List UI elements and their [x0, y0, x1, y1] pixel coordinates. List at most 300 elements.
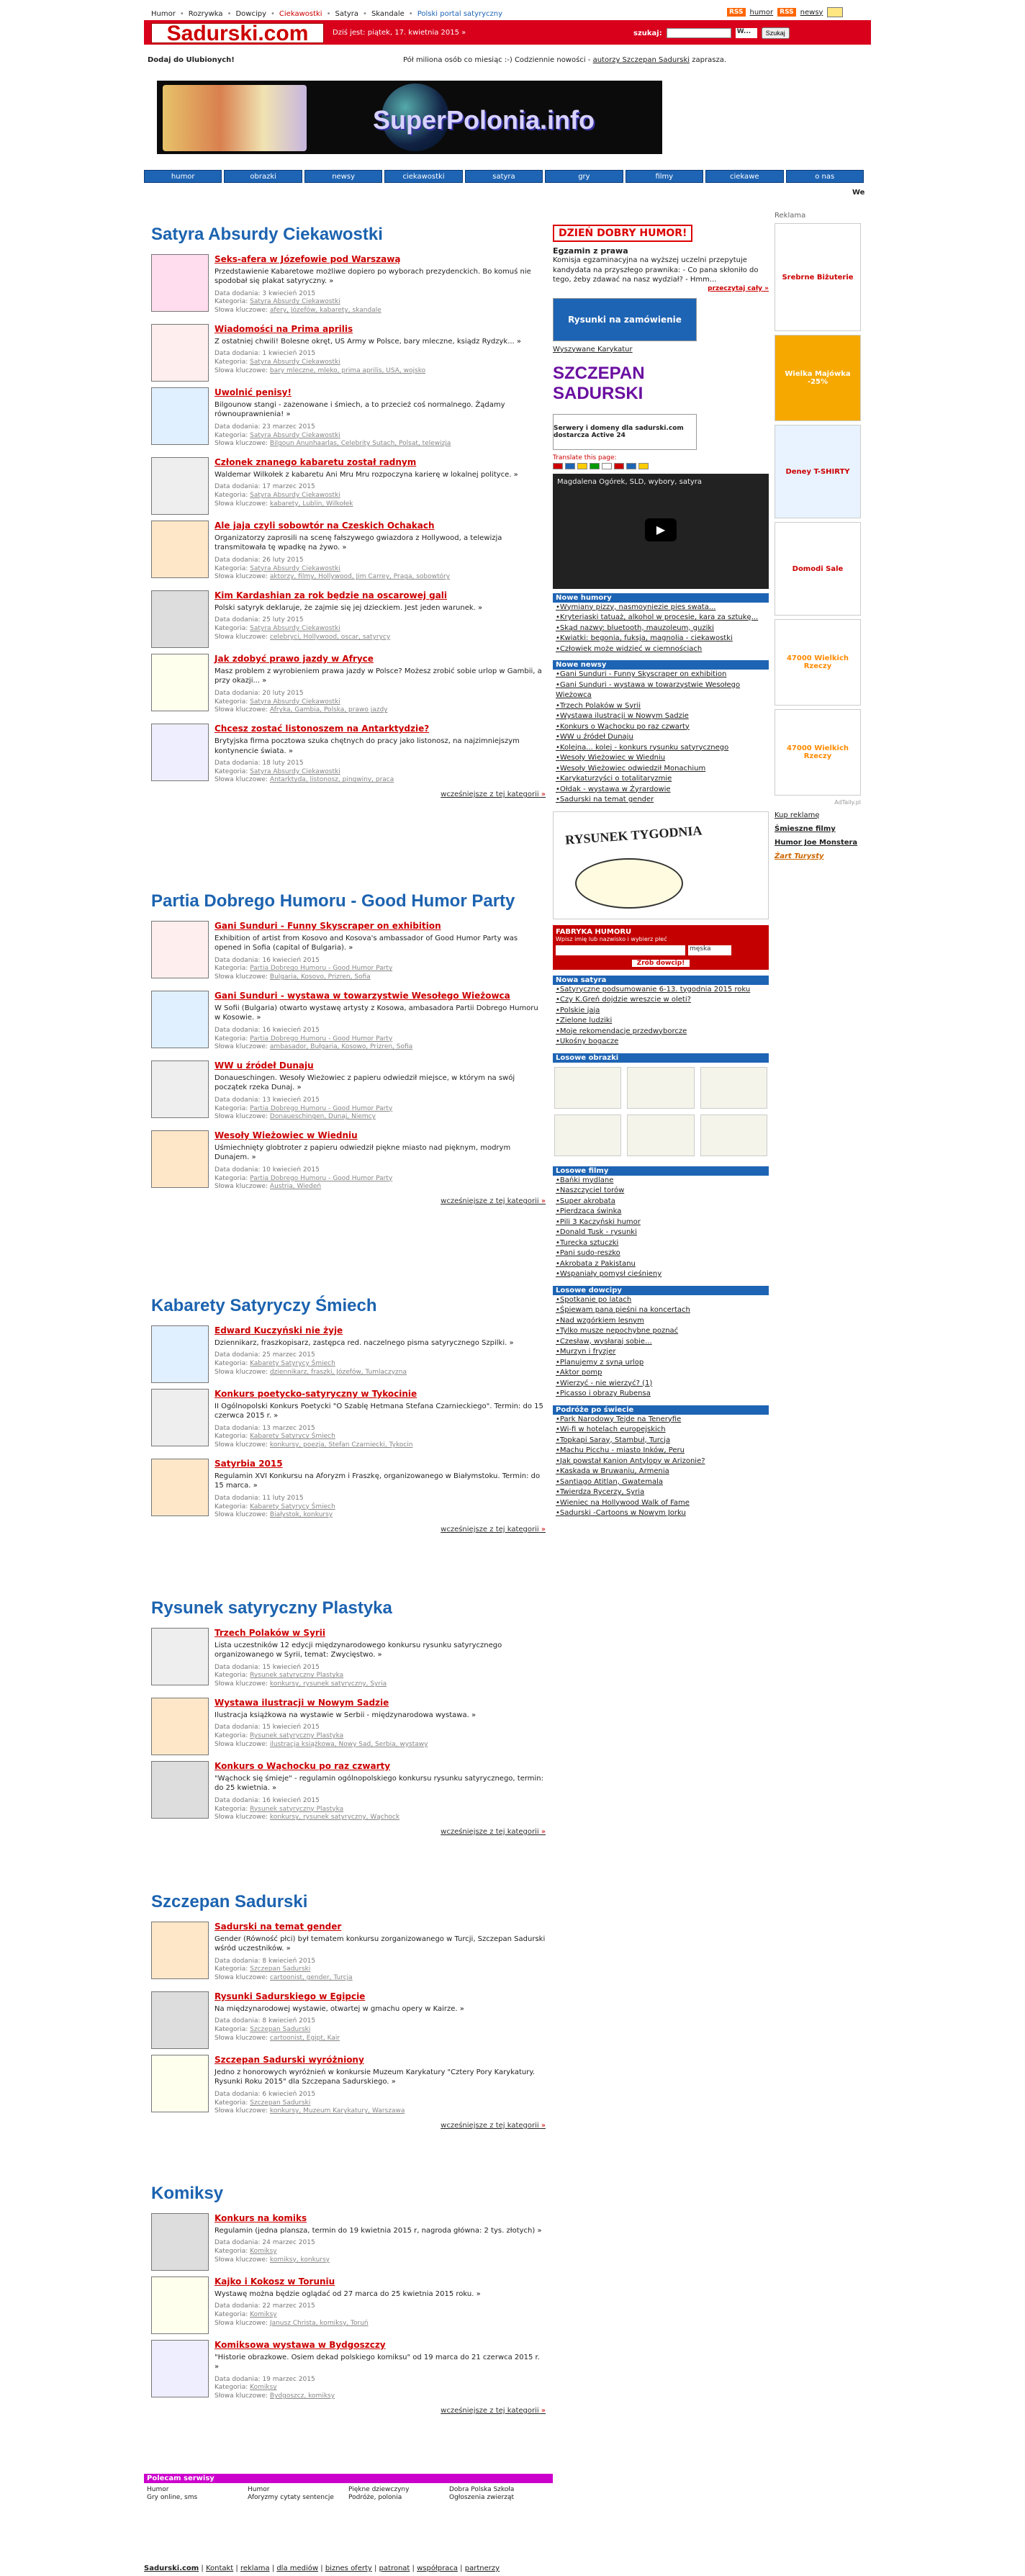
category-link[interactable]: Partia Dobrego Humoru - Good Humor Party	[250, 1104, 393, 1112]
add-favorite-link[interactable]: Dodaj do Ulubionych!	[148, 56, 235, 64]
article-title[interactable]: Konkurs poetycko-satyryczny w Tykocinie	[215, 1388, 417, 1399]
article-title[interactable]: Szczepan Sadurski wyróżniony	[215, 2054, 364, 2065]
tags-links[interactable]: afery, Józefów, kabarety, skandale	[269, 307, 381, 315]
section-title[interactable]: Komiksy	[151, 2184, 224, 2203]
menu-item-obrazki[interactable]: obrazki	[224, 170, 302, 183]
article-title[interactable]: Wiadomości na Prima aprilis	[215, 323, 353, 334]
more-in-category-link[interactable]	[151, 1828, 546, 1836]
list-link[interactable]: • Topkapi Saray, Stambuł, Turcja	[556, 1436, 769, 1446]
list-link[interactable]: • Kwiatki: begonia, fuksja, magnolia - ciekawostki	[556, 634, 769, 644]
article-title[interactable]: Komiksowa wystawa w Bydgoszczy	[215, 2339, 386, 2350]
site-logo[interactable]: Sadurski.com	[151, 23, 324, 43]
article-date: Data dodania: 8 kwiecień 2015	[215, 1957, 316, 1965]
category-label: Kategoria:	[215, 431, 248, 439]
more-in-category-link[interactable]	[151, 1197, 546, 1205]
list-link[interactable]: • Twierdza Rycerzy, Syria	[556, 1487, 769, 1498]
rysunki-na-zamowienie-banner[interactable]	[553, 298, 697, 341]
tags-label: Słowa kluczowe:	[215, 1974, 268, 1982]
list-link[interactable]: • Kaskada w Bruwaniu, Armenia	[556, 1467, 769, 1477]
article-item	[151, 654, 546, 715]
more-in-category-link[interactable]	[151, 791, 546, 798]
article-item	[151, 1922, 546, 1983]
polecam-link[interactable]: Humor	[147, 2486, 169, 2493]
category-link[interactable]: Partia Dobrego Humoru - Good Humor Party	[250, 1174, 393, 1182]
list-link[interactable]: • Satyryczne podsumowanie 6-13. tygodnia 2015 roku	[556, 985, 769, 996]
article-thumbnail[interactable]	[151, 590, 209, 648]
flag-icon[interactable]	[626, 463, 636, 469]
joke-of-day	[553, 225, 769, 292]
random-image[interactable]	[700, 1067, 767, 1109]
list-link[interactable]: • Wesoły Wieżowiec odwiedził Monachium	[556, 764, 769, 775]
tags-links[interactable]: aktorzy, filmy, Hollywood, Jim Carrey, Praga, sobowtóry	[269, 573, 451, 581]
more-in-category-link[interactable]	[151, 2407, 546, 2415]
footer-link[interactable]: partnerzy	[464, 2564, 500, 2572]
list-link[interactable]: • Gani Sunduri - Funny Skyscraper on exhibition	[556, 670, 769, 680]
karykatury-link[interactable]: Wyszywane Karykatur	[553, 345, 633, 353]
article-tags-line	[215, 1113, 546, 1122]
dzien-dobry-humor-logo[interactable]: DZIEŃ DOBRY HUMOR!	[553, 225, 692, 242]
article-date: Data dodania: 16 kwiecień 2015	[215, 1026, 320, 1034]
article-title[interactable]: Jak zdobyć prawo jazdy w Afryce	[215, 653, 374, 664]
article-title[interactable]: Trzech Polaków w Syrii	[215, 1627, 326, 1638]
tags-label: Słowa kluczowe:	[215, 633, 268, 641]
flag-icon[interactable]	[614, 463, 624, 469]
article-title[interactable]: Wystawa ilustracji w Nowym Sadzie	[215, 1697, 389, 1708]
more-in-category-link[interactable]	[151, 1526, 546, 1534]
polecam-link[interactable]: Podróże, polonia	[348, 2494, 402, 2501]
tags-links[interactable]: Bydgoszcz, komiksy	[269, 2392, 335, 2400]
losowe-obrazki	[553, 1053, 769, 1161]
superpolonia-banner[interactable]	[157, 81, 662, 154]
list-link[interactable]: • Pierdzaca świnka	[556, 1207, 769, 1217]
list-link[interactable]: • Wierzyć - nie wierzyć? (1)	[556, 1379, 769, 1390]
article-item	[151, 254, 546, 315]
category-link[interactable]: Satyra Absurdy Ciekawostki	[250, 698, 340, 706]
article-title[interactable]: Konkurs o Wąchocku po raz czwarty	[215, 1760, 391, 1771]
category-link[interactable]: Komiksy	[250, 2310, 277, 2318]
list-link[interactable]: • Tylko musze nepochybne poznać	[556, 1326, 769, 1337]
online-tail: zaprasza.	[692, 56, 727, 64]
topnav-link-skandale[interactable]: Skandale	[371, 9, 405, 18]
article-thumbnail[interactable]	[151, 2276, 209, 2334]
article-item	[151, 457, 546, 512]
section-title[interactable]: Rysunek satyryczny Plastyka	[151, 1598, 392, 1618]
section-title[interactable]: Szczepan Sadurski	[151, 1892, 308, 1911]
polecam-serwisy	[144, 2474, 553, 2504]
video-player[interactable]	[553, 474, 769, 589]
category-link[interactable]: Satyra Absurdy Ciekawostki	[250, 625, 340, 633]
tags-links[interactable]: konkursy, rysunek satyryczny, Syria	[269, 1680, 387, 1688]
random-image[interactable]	[627, 1067, 694, 1109]
article-thumbnail[interactable]	[151, 654, 209, 711]
topnav-link-rozrywka[interactable]: Rozrywka	[188, 9, 223, 18]
flag-icon[interactable]	[577, 463, 587, 469]
article-thumbnail[interactable]	[151, 521, 209, 578]
tags-links[interactable]: cartoonist, Egipt, Kair	[269, 2034, 340, 2042]
article-title[interactable]: Gani Sunduri - Funny Skyscraper on exhibition	[215, 920, 441, 931]
ad-text: Deney T-SHIRTY	[785, 467, 850, 476]
list-link[interactable]: • Czy K.Greń dojdzie wreszcie w oleti?	[556, 995, 769, 1006]
menu-item-satyra[interactable]: satyra	[465, 170, 543, 183]
envelope-icon[interactable]	[827, 7, 843, 17]
article-thumbnail[interactable]	[151, 2055, 209, 2112]
tags-links[interactable]: dziennikarz, fraszki, Józefów, Tumlaczyzna	[269, 1368, 407, 1376]
article-item	[151, 1761, 546, 1822]
article-summary: Jedno z honorowych wyróżnień w konkursie Muzeum Karykatury "Cztery Pory Karykatury. Rysunki Roku 2015" dla Szczepana Sadurskiego. »	[215, 2068, 535, 2086]
flag-icon[interactable]	[590, 463, 600, 469]
list-link[interactable]: • Polskie jaja	[556, 1006, 769, 1017]
article-title[interactable]: Edward Kuczyński nie żyje	[215, 1325, 343, 1336]
article-category-line	[215, 1433, 546, 1441]
article-tags-line	[215, 367, 546, 376]
list-link[interactable]: • Ukośny bogacze	[556, 1037, 769, 1048]
article-title[interactable]: Kajko i Kokosz w Toruniu	[215, 2276, 335, 2287]
list-link[interactable]: • Moje rekomendacje przedwyborcze	[556, 1027, 769, 1037]
search-input[interactable]	[667, 28, 731, 38]
list-link[interactable]: • Naszczyciel torów	[556, 1186, 769, 1197]
article-title[interactable]: Uwolnić penisy!	[215, 387, 292, 397]
article-title[interactable]: Członek znanego kabaretu został radnym	[215, 456, 417, 467]
flag-icon[interactable]	[602, 463, 612, 469]
search-button[interactable]: Szukaj	[762, 27, 790, 39]
list-link[interactable]: • Wi-fi w hotelach europejskich	[556, 1425, 769, 1436]
article-date: Data dodania: 24 marzec 2015	[215, 2239, 315, 2247]
active24-text: Serwery i domeny dla sadurski.com dostarcza Active 24	[554, 424, 684, 439]
section-title[interactable]: Satyra Absurdy Ciekawostki	[151, 225, 383, 244]
random-image[interactable]	[700, 1114, 767, 1156]
category-link[interactable]: Rysunek satyryczny Plastyka	[250, 1672, 344, 1680]
section-title[interactable]: Partia Dobrego Humoru - Good Humor Party	[151, 891, 515, 911]
article-item	[151, 2276, 546, 2331]
article-title[interactable]: Ale jaja czyli sobowtór na Czeskich Ochakach	[215, 520, 435, 531]
ad-banner[interactable]	[775, 522, 861, 616]
article-date: Data dodania: 15 kwiecień 2015	[215, 1724, 320, 1731]
article-meta	[215, 2091, 546, 2116]
list-link[interactable]: • Zielone ludziki	[556, 1016, 769, 1027]
article-summary: Wystawę można będzie oglądać od 27 marca do 25 kwietnia 2015 roku. »	[215, 2289, 481, 2298]
list-link[interactable]: • Wspaniały pomysł cieśnieny	[556, 1269, 769, 1280]
tags-links[interactable]: Donaueschingen, Dunaj, Niemcy	[269, 1113, 376, 1121]
list-link[interactable]: • Wystawa ilustracji w Nowym Sadzie	[556, 711, 769, 722]
list-link[interactable]: • Akrobata z Pakistanu	[556, 1259, 769, 1270]
category-link[interactable]: Rysunek satyryczny Plastyka	[250, 1732, 344, 1740]
tags-links[interactable]: kabarety, Lublin, Wilkołek	[269, 500, 353, 508]
make-joke-button[interactable]: Zrób dowcip!	[632, 960, 690, 967]
list-link[interactable]: • Konkurs o Wąchocku po raz czwarty	[556, 722, 769, 733]
random-image[interactable]	[554, 1114, 621, 1156]
menu-item-newsy[interactable]: newsy	[304, 170, 382, 183]
menu-item-ciekawe[interactable]: ciekawe	[705, 170, 783, 183]
category-link[interactable]: Satyra Absurdy Ciekawostki	[250, 431, 340, 439]
more-arrow: »	[541, 1525, 546, 1534]
authors-link[interactable]: autorzy Szczepan Sadurski	[592, 56, 690, 64]
menu-item-o-nas[interactable]: o nas	[786, 170, 864, 183]
article-title[interactable]: Sadurski na temat gender	[215, 1921, 342, 1932]
szczepan-sadurski-logo[interactable]	[553, 358, 733, 410]
tags-links[interactable]: cartoonist, gender, Turcja	[269, 1974, 353, 1982]
menu-item-gry[interactable]: gry	[545, 170, 623, 183]
article-title[interactable]: Seks-afera w Józefowie pod Warszawą	[215, 253, 401, 264]
article-title[interactable]: Konkurs na komiks	[215, 2212, 307, 2223]
article-meta	[215, 616, 546, 641]
article-thumbnail[interactable]	[151, 324, 209, 382]
list-link[interactable]: • Trzech Polaków w Syrii	[556, 701, 769, 712]
article-date: Data dodania: 20 luty 2015	[215, 689, 304, 697]
section-title[interactable]: Kabarety Satyryczy Śmiech	[151, 1296, 377, 1315]
more-arrow: »	[541, 2121, 546, 2130]
tags-links[interactable]: konkursy, poezja, Stefan Czarniecki, Tykocin	[269, 1441, 413, 1449]
sex-select[interactable]: męska	[688, 945, 731, 955]
humor-joe-monstera-link[interactable]: Humor Joe Monstera	[775, 839, 858, 847]
list-link[interactable]: • Sadurski na temat gender	[556, 795, 769, 806]
article-tags-line	[215, 440, 546, 449]
list-link[interactable]: • Kolejna... kolej - konkurs rysunku satyrycznego	[556, 743, 769, 754]
tags-label: Słowa kluczowe:	[215, 1740, 268, 1748]
buy-ad-link[interactable]: Kup reklamę	[775, 811, 820, 819]
list-link[interactable]: • Aktor pomp	[556, 1368, 769, 1379]
list-link[interactable]: • Spotkanie po latach	[556, 1295, 769, 1306]
list-link[interactable]: • Wesoły Wieżowiec w Wiedniu	[556, 753, 769, 764]
category-link[interactable]: Satyra Absurdy Ciekawostki	[250, 767, 340, 775]
smieszne-filmy-link[interactable]: Śmieszne filmy	[775, 825, 836, 833]
polecam-heading: Polecam serwisy	[144, 2474, 553, 2483]
polecam-link[interactable]: Humor	[248, 2486, 270, 2493]
article-thumbnail[interactable]	[151, 1922, 209, 1979]
polecam-link[interactable]: Piękne dziewczyny	[348, 2486, 410, 2493]
article-thumbnail[interactable]	[151, 387, 209, 445]
menu-item-filmy[interactable]: filmy	[626, 170, 703, 183]
category-link[interactable]: Satyra Absurdy Ciekawostki	[250, 359, 340, 366]
list-link[interactable]: • Śpiewam pana pieśni na koncertach	[556, 1305, 769, 1316]
article-thumbnail[interactable]	[151, 1060, 209, 1118]
tags-links[interactable]: Austria, Wiedeń	[269, 1183, 322, 1191]
name-input[interactable]	[556, 945, 685, 955]
article-tags-line	[215, 1441, 546, 1450]
list-link[interactable]: • Gani Sunduri - wystawa w towarzystwie Wesołego Wieżowca	[556, 680, 769, 701]
tags-links[interactable]: konkursy, Muzeum Karykatury, Warszawa	[269, 2107, 405, 2115]
article-meta	[215, 690, 546, 715]
article-thumbnail[interactable]	[151, 2213, 209, 2271]
ad-banner[interactable]	[775, 619, 861, 706]
tags-links[interactable]: Afryka, Gambia, Polska, prawo jazdy	[269, 706, 388, 714]
tags-links[interactable]: bary mleczne, mleko, prima aprilis, USA, wojsko	[269, 366, 426, 374]
random-image[interactable]	[554, 1067, 621, 1109]
flag-icon[interactable]	[553, 463, 563, 469]
article-thumbnail[interactable]	[151, 1761, 209, 1819]
article-date: Data dodania: 17 marzec 2015	[215, 483, 315, 491]
article-meta	[215, 423, 546, 449]
tags-links[interactable]: komiksy, konkursy	[269, 2256, 330, 2264]
article-thumbnail[interactable]	[151, 1325, 209, 1383]
article-title[interactable]: WW u źródeł Dunaju	[215, 1060, 314, 1071]
nowe-humory-heading: Nowe humory	[553, 593, 769, 603]
list-link[interactable]: • Super akrobata	[556, 1197, 769, 1207]
rysunek-tygodnia[interactable]	[553, 811, 769, 919]
list-link[interactable]: • Pani sudo-reszko	[556, 1248, 769, 1259]
category-link[interactable]: Satyra Absurdy Ciekawostki	[250, 564, 340, 572]
article-date: Data dodania: 22 marzec 2015	[215, 2302, 315, 2310]
polecam-link[interactable]: Dobra Polska Szkoła	[449, 2486, 515, 2493]
list-link[interactable]: • Człowiek może widzieć w ciemnościach	[556, 644, 769, 655]
article-meta	[215, 2302, 546, 2328]
tags-links[interactable]: celebryci, Hollywood, oscar, satyrycy	[269, 633, 391, 641]
article-title[interactable]: Gani Sunduri - wystawa w towarzystwie Wesołego Wieżowca	[215, 990, 510, 1001]
read-more-link[interactable]: przeczytaj cały »	[708, 284, 769, 292]
tags-links[interactable]: ilustracja książkowa, Nowy Sad, Serbia, wystawy	[269, 1740, 428, 1748]
list-link[interactable]: • Skąd nazwy: bluetooth, mauzoleum, guziki	[556, 623, 769, 634]
article-tags-line	[215, 1369, 546, 1377]
ad-banner[interactable]	[775, 335, 861, 421]
tags-links[interactable]: Bulgaria, Kosovo, Prizren, Sofia	[269, 973, 371, 981]
nowa-satyra-heading: Nowa satyra	[553, 976, 769, 985]
polecam-link[interactable]: Ogłoszenia zwierząt	[449, 2494, 514, 2501]
list-link[interactable]: • Pili 3 Kaczyński humor	[556, 1217, 769, 1228]
article-meta	[215, 350, 546, 375]
article-summary: Polski satyryk deklaruje, że zajmie się jej dzieckiem. Jest jeden warunek. »	[215, 603, 483, 612]
category-link[interactable]: Partia Dobrego Humoru - Good Humor Party	[250, 965, 393, 973]
article-summary: Z ostatniej chwili! Bolesne okręt, US Army w Polsce, bary mleczne, ksiądz Rydzyk... »	[215, 337, 522, 346]
article-thumbnail[interactable]	[151, 1628, 209, 1685]
article-summary: Waldemar Wilkołek z kabaretu Ani Mru Mru rozpoczyna karierę w lokalnej polityce. »	[215, 470, 518, 479]
topnav-link-satyra[interactable]: Satyra	[335, 9, 359, 18]
tags-links[interactable]: ambasador, Bułgaria, Kosowo, Prizren, Sofia	[269, 1043, 413, 1051]
polecam-link[interactable]: Aforyzmy cytaty sentencje	[248, 2494, 334, 2501]
article-thumbnail[interactable]	[151, 921, 209, 978]
list-link[interactable]: • Machu Picchu - miasto Inków, Peru	[556, 1446, 769, 1456]
list-link[interactable]: • Bańki mydlane	[556, 1176, 769, 1186]
topnav-link-dowcipy[interactable]: Dowcipy	[235, 9, 267, 18]
category-link[interactable]: Kabarety Satyrycy Śmiech	[250, 1433, 335, 1441]
we-label: We	[852, 189, 865, 197]
flag-icon[interactable]	[638, 463, 649, 469]
category-link[interactable]: Szczepan Sadurski	[250, 1965, 311, 1973]
tags-links[interactable]: Janusz Christa, komiksy, Toruń	[269, 2319, 369, 2327]
article-thumbnail[interactable]	[151, 254, 209, 312]
article-title[interactable]: Satyrbia 2015	[215, 1458, 283, 1469]
category-link[interactable]: Komiksy	[250, 2384, 277, 2392]
tags-links[interactable]: Antarktyda, listonosz, pingwiny, praca	[269, 776, 394, 784]
category-link[interactable]: Kabarety Satyrycy Śmiech	[250, 1503, 335, 1510]
article-title[interactable]: Kim Kardashian za rok będzie na oscarowej gali	[215, 590, 448, 600]
article-date: Data dodania: 26 luty 2015	[215, 556, 304, 564]
topnav-link-ciekawostki[interactable]: Ciekawostki	[279, 9, 322, 18]
random-image[interactable]	[627, 1114, 694, 1156]
nowa-satyra	[553, 976, 769, 1048]
footer-link[interactable]: Kontakt	[205, 2564, 234, 2572]
list-link[interactable]: • Donald Tusk - rysunki	[556, 1228, 769, 1238]
list-link[interactable]: • Sadurski -Cartoons w Nowym Jorku	[556, 1508, 769, 1519]
article-date: Data dodania: 23 marzec 2015	[215, 423, 315, 431]
ad-banner[interactable]	[775, 425, 861, 518]
list-link[interactable]: • Wieniec na Hollywood Walk of Fame	[556, 1498, 769, 1509]
footer-link[interactable]: dla mediów	[276, 2564, 319, 2572]
category-link[interactable]: Satyra Absurdy Ciekawostki	[250, 298, 340, 306]
list-link[interactable]: • Karykaturzyści o totalitaryzmie	[556, 774, 769, 785]
active24-banner[interactable]	[553, 414, 697, 450]
losowe-filmy	[553, 1166, 769, 1280]
article-thumbnail[interactable]	[151, 457, 209, 515]
article-title[interactable]: Wesoły Wieżowiec w Wiedniu	[215, 1130, 358, 1140]
article-thumbnail[interactable]	[151, 724, 209, 781]
list-link[interactable]: • Wymiany pizzy, nasmoyniezie pies swata...	[556, 603, 769, 613]
polecam-link[interactable]: Gry online, sms	[147, 2494, 198, 2501]
category-label: Kategoria:	[215, 1035, 248, 1042]
rss-newsy-link[interactable]: newsy	[800, 8, 823, 17]
article-thumbnail[interactable]	[151, 1389, 209, 1446]
article-thumbnail[interactable]	[151, 1459, 209, 1516]
more-in-category-link[interactable]	[151, 2122, 546, 2130]
article-title[interactable]: Chcesz zostać listonoszem na Antarktydzie?	[215, 724, 430, 734]
list-link[interactable]: • Jak powstał Kanion Antylopy w Arizonie?	[556, 1456, 769, 1467]
category-link[interactable]: Szczepan Sadurski	[250, 2026, 311, 2034]
article-thumbnail[interactable]	[151, 2340, 209, 2397]
article-thumbnail[interactable]	[151, 1698, 209, 1755]
footer-brand[interactable]: Sadurski.com	[144, 2564, 199, 2572]
menu-item-ciekawostki[interactable]: ciekawostki	[384, 170, 462, 183]
list-link[interactable]: • Nad wzgórkiem lesnym	[556, 1316, 769, 1327]
ad-text: 47000 Wielkich Rzeczy	[786, 654, 849, 670]
article-thumbnail[interactable]	[151, 991, 209, 1048]
article-thumbnail[interactable]	[151, 1991, 209, 2049]
list-link[interactable]: • Ołdak - wystawa w Żyrardowie	[556, 785, 769, 796]
list-link[interactable]: • Czesław, wysłaraj sobie...	[556, 1337, 769, 1348]
category-link[interactable]: Kabarety Satyrycy Śmiech	[250, 1359, 335, 1367]
flag-icon[interactable]	[565, 463, 575, 469]
footer-link[interactable]: współpraca	[417, 2564, 458, 2572]
list-link[interactable]: • Planujemy z syną urlop	[556, 1358, 769, 1369]
ad-banner[interactable]	[775, 709, 861, 796]
article-tags-line	[215, 2256, 546, 2265]
ad-banner[interactable]	[775, 223, 861, 331]
tags-links[interactable]: konkursy, rysunek satyryczny, Wąchock	[269, 1814, 400, 1821]
menu-item-humor[interactable]: humor	[144, 170, 222, 183]
article-meta	[215, 557, 546, 582]
footer-link[interactable]: patronat	[379, 2564, 410, 2572]
rysunki-label: Rysunki na zamówienie	[568, 314, 682, 325]
category-link[interactable]: Komiksy	[250, 2247, 277, 2255]
tags-links[interactable]: Bilgoun Anunhaarlas, Celebrity Sutach, Polsat, telewizja	[269, 440, 451, 448]
category-link[interactable]: Szczepan Sadurski	[250, 2099, 311, 2107]
article-thumbnail[interactable]	[151, 1130, 209, 1188]
category-link[interactable]: Rysunek satyryczny Plastyka	[250, 1805, 344, 1813]
list-link[interactable]: • Murzyn i fryzjer	[556, 1347, 769, 1358]
play-icon[interactable]: ▶	[645, 518, 677, 541]
category-link[interactable]: Satyra Absurdy Ciekawostki	[250, 492, 340, 500]
category-link[interactable]: Partia Dobrego Humoru - Good Humor Party	[250, 1035, 393, 1042]
search-scope-select[interactable]: W...	[736, 28, 757, 38]
list-link[interactable]: • Park Narodowy Tejde na Teneryfie	[556, 1415, 769, 1426]
list-link[interactable]: • Picasso i obrazy Rubensa	[556, 1389, 769, 1400]
article-date: Data dodania: 15 kwiecień 2015	[215, 1663, 320, 1671]
zart-turysty-link[interactable]: Żart Turysty	[775, 852, 824, 860]
rss-humor-link[interactable]: humor	[749, 8, 774, 17]
list-link[interactable]: • WW u źródeł Dunaju	[556, 732, 769, 743]
tags-links[interactable]: Białystok, konkursy	[269, 1511, 333, 1519]
list-link[interactable]: • Turecka sztuczki	[556, 1238, 769, 1249]
footer-link[interactable]: reklama	[240, 2564, 270, 2572]
topnav-link-humor[interactable]: Humor	[151, 9, 176, 18]
footer-link[interactable]: biznes oferty	[325, 2564, 372, 2572]
article-tags-line	[215, 2392, 546, 2401]
article-meta	[215, 1797, 546, 1822]
list-link[interactable]: • Santiago Atitlan, Gwatemala	[556, 1477, 769, 1488]
article-title[interactable]: Rysunki Sadurskiego w Egipcie	[215, 1991, 366, 2001]
article-item	[151, 1991, 546, 2046]
category-label: Kategoria:	[215, 2099, 248, 2107]
tags-label: Słowa kluczowe:	[215, 2034, 268, 2042]
article-tags-line	[215, 1511, 546, 1520]
list-link[interactable]: • Kryteriaski tatuaż, alkohol w procesie, kara za sztukę...	[556, 613, 769, 623]
